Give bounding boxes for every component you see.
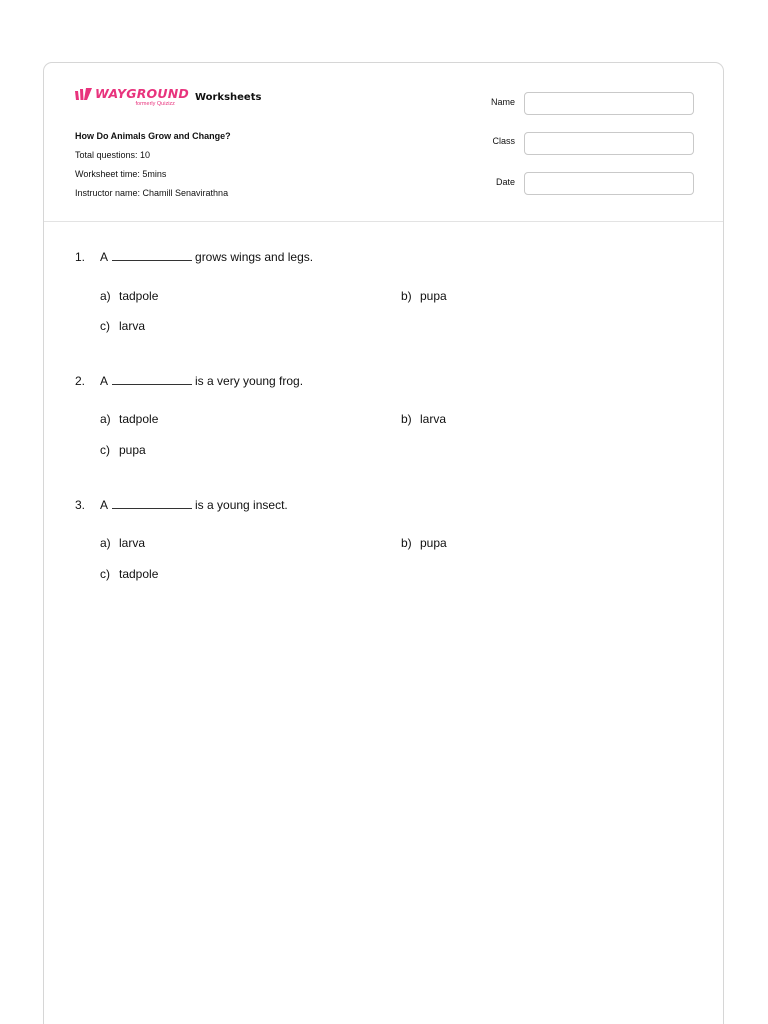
question-3-option-b[interactable] <box>401 536 447 550</box>
question-2-option-c[interactable] <box>100 443 146 457</box>
answer-blank <box>112 499 192 509</box>
option-letter: c) <box>100 443 110 457</box>
option-text: pupa <box>420 289 447 303</box>
class-field[interactable] <box>524 132 694 155</box>
date-field[interactable] <box>524 172 694 195</box>
option-letter: b) <box>401 536 412 550</box>
question-number: 1. <box>75 250 86 264</box>
name-label: Name <box>490 97 515 107</box>
option-letter: c) <box>100 567 110 581</box>
option-text: tadpole <box>119 412 159 426</box>
option-text: pupa <box>420 536 447 550</box>
option-text: larva <box>119 536 146 550</box>
question-number: 3. <box>75 498 86 512</box>
question-2-option-b[interactable] <box>401 412 446 426</box>
question-2 <box>75 374 303 388</box>
question-3 <box>75 498 288 512</box>
question-2-option-a[interactable] <box>100 412 158 426</box>
option-letter: b) <box>401 412 412 426</box>
worksheet-time: Worksheet time: 5mins <box>75 169 167 179</box>
option-letter: a) <box>100 412 111 426</box>
option-text: tadpole <box>119 567 159 581</box>
question-text-before: A <box>100 498 109 512</box>
worksheet-title: How Do Animals Grow and Change? <box>75 131 231 141</box>
brand-logo <box>75 87 189 108</box>
answer-blank <box>112 251 192 261</box>
option-text: pupa <box>119 443 146 457</box>
worksheet-header <box>44 63 723 222</box>
instructor-name: Instructor name: Chamill Senavirathna <box>75 188 229 198</box>
question-1 <box>75 250 313 264</box>
brand-logo-text: WAYGROUND <box>95 86 189 101</box>
product-name: Worksheets <box>194 92 262 103</box>
worksheet-page <box>43 62 724 1024</box>
question-1-option-c[interactable] <box>100 319 145 333</box>
date-label: Date <box>495 177 515 187</box>
worksheet-meta <box>75 127 231 203</box>
wayground-mark-icon <box>75 88 93 100</box>
question-text-before: A <box>100 250 109 264</box>
question-text-after: is a very young frog. <box>195 374 304 388</box>
question-text-before: A <box>100 374 109 388</box>
answer-blank <box>112 375 192 385</box>
question-3-option-c[interactable] <box>100 567 158 581</box>
question-text-after: is a young insect. <box>195 498 288 512</box>
question-1-option-b[interactable] <box>401 289 447 303</box>
question-text-after: grows wings and legs. <box>195 250 314 264</box>
option-text: larva <box>119 319 146 333</box>
question-3-option-a[interactable] <box>100 536 145 550</box>
option-text: larva <box>420 412 447 426</box>
class-label: Class <box>492 136 515 146</box>
question-number: 2. <box>75 374 86 388</box>
question-1-option-a[interactable] <box>100 289 158 303</box>
brand-logo-subtitle: formerly Quizizz <box>135 101 175 107</box>
name-field[interactable] <box>524 92 694 115</box>
brand-row <box>75 87 261 108</box>
option-letter: a) <box>100 536 111 550</box>
option-letter: b) <box>401 289 412 303</box>
option-letter: c) <box>100 319 110 333</box>
total-questions: Total questions: 10 <box>75 150 151 160</box>
option-letter: a) <box>100 289 111 303</box>
option-text: tadpole <box>119 289 159 303</box>
